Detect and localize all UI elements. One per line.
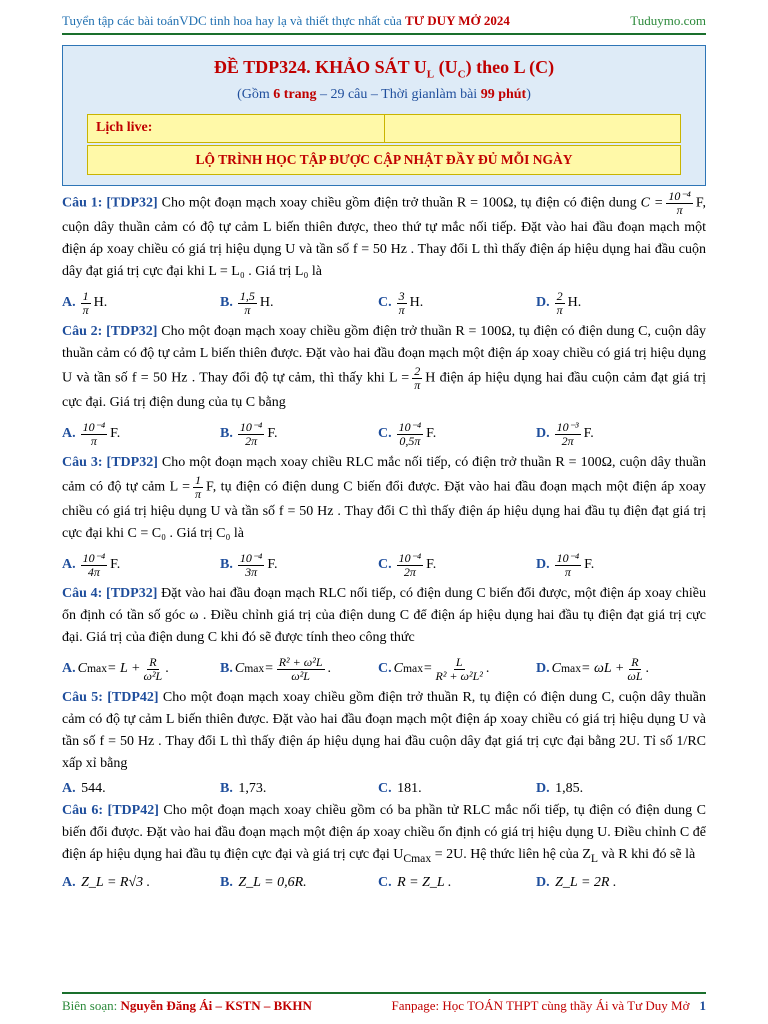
header-text: Tuyển tập các bài toánVDC tinh hoa hay lạ và thiết thực nhất của (62, 13, 402, 28)
answer-option[interactable]: A. Z_L = R√3 . (62, 875, 151, 891)
author-credit: Biên soạn: Nguyễn Đăng Ái – KSTN – BKHN (62, 998, 312, 1013)
answer-option[interactable]: D. C max = ωL + $\frac{R}{\omega L}$ . (536, 654, 650, 683)
answer-option[interactable]: D. $\frac{\text{10⁻⁴}}{\pi}$ F. (536, 550, 595, 579)
answer-option[interactable]: B. $\frac{\text{10⁻⁴}}{2\pi}$ F. (220, 419, 278, 448)
answer-option[interactable]: A. 544. (62, 780, 106, 796)
title-box (62, 45, 706, 186)
answer-option[interactable]: C. $\frac{3}{\pi}$ H. (378, 288, 424, 317)
fanpage-text[interactable]: Fanpage: Học TOÁN THPT cùng thầy Ái và Tư Duy Mở (391, 998, 690, 1013)
question-6: Câu 6: [TDP42] Cho một đoạn mạch xoay chiều gồm có ba phần tử RLC mắc nối tiếp, tụ điện có điện dung C biến đổi được. Đặt vào hai đầu đoạn mạch một điện áp xoay chiều ổn định có giá trị hiệu dụng U. Điều chỉnh C để điện áp hiệu dụng hai đầu tụ điện cực đại và giá trị cực đại $U_{Cmax} = 2U$. Hệ thức liên hệ của $Z_L$ và R khi đó sẽ là (62, 803, 706, 865)
question-3: Câu 3: [TDP32] Cho một đoạn mạch xoay chiều RLC mắc nối tiếp, có điện trở thuần R = 100Ω, cuộn dây thuần cảm có độ tự cảm L = $\frac{1}{\pi}$ F, tụ điện có điện dung C biến đổi được. Đặt vào hai đầu đoạn mạch một điện áp xoay chiều có giá trị hiệu dụng U và tần số f = 50 Hz . Thay đổi C thì thấy điện áp hiệu dụng hai đầu tụ điện đạt giá trị cực đại khi C = C₀ . Giá trị C₀ là (62, 455, 707, 541)
answer-option[interactable]: B. $\frac{1,5}{\pi}$ H. (220, 288, 274, 317)
question-list (62, 190, 706, 895)
question-4: Câu 4: [TDP32] Đặt vào hai đầu đoạn mạch RLC nối tiếp, có điện dung C biến đổi được, một điện áp xoay chiều ổn định có tần số góc ω . Điều chỉnh giá trị của điện dung C để điện áp hiệu dụng hai đầu tụ điện đạt giá trị cực đại. Giá trị của điện dung C khi đó sẽ được tính theo công thức (62, 586, 706, 645)
answer-option[interactable]: B. Z_L = 0,6R. (220, 875, 307, 891)
answer-option[interactable]: B. $\frac{\text{10⁻⁴}}{3\pi}$ F. (220, 550, 278, 579)
answer-option[interactable]: B. C max = $\frac{\text{R² + ω²L}}{\text{ω²L}}$ . (220, 654, 331, 683)
answer-option[interactable]: A. $\frac{\text{10⁻⁴}}{4\pi}$ F. (62, 550, 121, 579)
answer-option[interactable]: C. C max = $\frac{L}{\text{R² + ω²L²}}$ . (378, 654, 490, 683)
question-5: Câu 5: [TDP42] Cho một đoạn mạch xoay chiều gồm điện trở thuần R, tụ điện có điện dung C, cuộn dây thuần cảm có độ tự cảm L biến thiên được. Đặt vào hai đầu đoạn mạch một điện áp xoay chiều có giá trị hiệu dụng U và tần số f = 50 Hz . Thay đổi L thì thấy điện áp hiệu dụng hai đầu cuộn dây đạt giá trị cực đại bằng 2U. Tỉ số 1/RC xấp xỉ bằng (62, 690, 707, 771)
roadmap-banner: LỘ TRÌNH HỌC TẬP ĐƯỢC CẬP NHẬT ĐẦY ĐỦ MỖI NGÀY (87, 145, 681, 175)
question-label: Câu 2: [TDP32] (62, 324, 158, 339)
answer-option[interactable]: A. C max = L + $\frac{R}{\text{ω²L}}$ . (62, 654, 169, 683)
question-label: Câu 1: [TDP32] (62, 195, 158, 211)
answer-option[interactable]: C. R = Z_L . (378, 875, 452, 891)
answer-option[interactable]: D. 1,85. (536, 780, 584, 796)
answer-options (62, 416, 706, 452)
answer-option[interactable]: A. $\frac{1}{\pi}$ H. (62, 288, 108, 317)
question-2: Câu 2: [TDP32] Cho một đoạn mạch xoay chiều gồm điện trở thuần R = 100Ω, tụ điện có điện dung C, cuộn dây thuần cảm có độ tự cảm L biến thiên được. Đặt vào hai đầu đoạn mạch một điện áp xoay chiều có giá trị hiệu dụng U và tần số f = 50 Hz . Thay đổi độ tự cảm, thì thấy khi L = $\frac{2}{\pi}$ H điện áp hiệu dụng hai đầu cuộn cảm đạt giá trị cực đại. Giá trị điện dung của tụ C bằng (62, 324, 707, 410)
live-label: Lịch live: (96, 120, 153, 135)
answer-option[interactable]: D. Z_L = 2R . (536, 875, 617, 891)
answer-options (62, 777, 706, 800)
fraction: $\frac{1}{\pi}$ (195, 473, 202, 501)
answer-option[interactable]: C. 181. (378, 780, 422, 796)
answer-option[interactable]: D. $\frac{2}{\pi}$ H. (536, 288, 582, 317)
question-label: Câu 3: [TDP32] (62, 455, 158, 470)
answer-option[interactable]: B. 1,73. (220, 780, 267, 796)
answer-options (62, 285, 706, 321)
exam-info: (Gồm 6 trang – 29 câu – Thời gianlàm bài 99 phút) (237, 86, 531, 102)
question-label: Câu 6: [TDP42] (62, 803, 159, 818)
live-schedule-row (87, 114, 681, 143)
answer-option[interactable]: A. $\frac{\text{10⁻⁴}}{\pi}$ F. (62, 419, 121, 448)
answer-options (62, 547, 706, 583)
answer-options (62, 872, 706, 895)
question-label: Câu 5: [TDP42] (62, 690, 159, 705)
exam-title: ĐỀ TDP324. KHẢO SÁT $U_L$ $(U_C)$ theo L (C) (213, 57, 555, 81)
question-1: Câu 1: [TDP32] Cho một đoạn mạch xoay chiều gồm điện trở thuần R = 100Ω, tụ điện có điện dung C = $\frac{\text{10⁻⁴}}{\pi}$ F, cuộn dây thuần cảm có độ tự cảm L biến thiên được, theo thứ tự mắc nối tiếp. Đặt vào hai đầu đoạn mạch một điện áp xoay chiều có giá trị hiệu dụng U và tần số f = 50 Hz . Thay đổi L thì thấy điện áp hiệu dụng hai đầu cuộn dây đạt giá trị cực đại khi L = L₀ . Giá trị L₀ là (62, 189, 706, 279)
header-site-link[interactable]: Tuduymo.com (630, 13, 706, 28)
page-header (62, 9, 706, 35)
page-footer (62, 992, 706, 1018)
live-value (384, 115, 681, 142)
answer-option[interactable]: C. $\frac{\text{10⁻⁴}}{0,5\pi}$ F. (378, 419, 437, 448)
header-brand: TƯ DUY MỞ 2024 (405, 13, 510, 28)
question-label: Câu 4: [TDP32] (62, 586, 158, 601)
fraction: $\frac{\text{10⁻⁴}}{\pi}$ (668, 189, 691, 217)
page-number: 1 (699, 998, 706, 1013)
answer-options (62, 651, 706, 687)
answer-option[interactable]: C. $\frac{\text{10⁻⁴}}{2\pi}$ F. (378, 550, 437, 579)
fraction: $\frac{2}{\pi}$ (414, 364, 421, 392)
answer-option[interactable]: D. $\frac{\text{10⁻³}}{2\pi}$ F. (536, 419, 594, 448)
